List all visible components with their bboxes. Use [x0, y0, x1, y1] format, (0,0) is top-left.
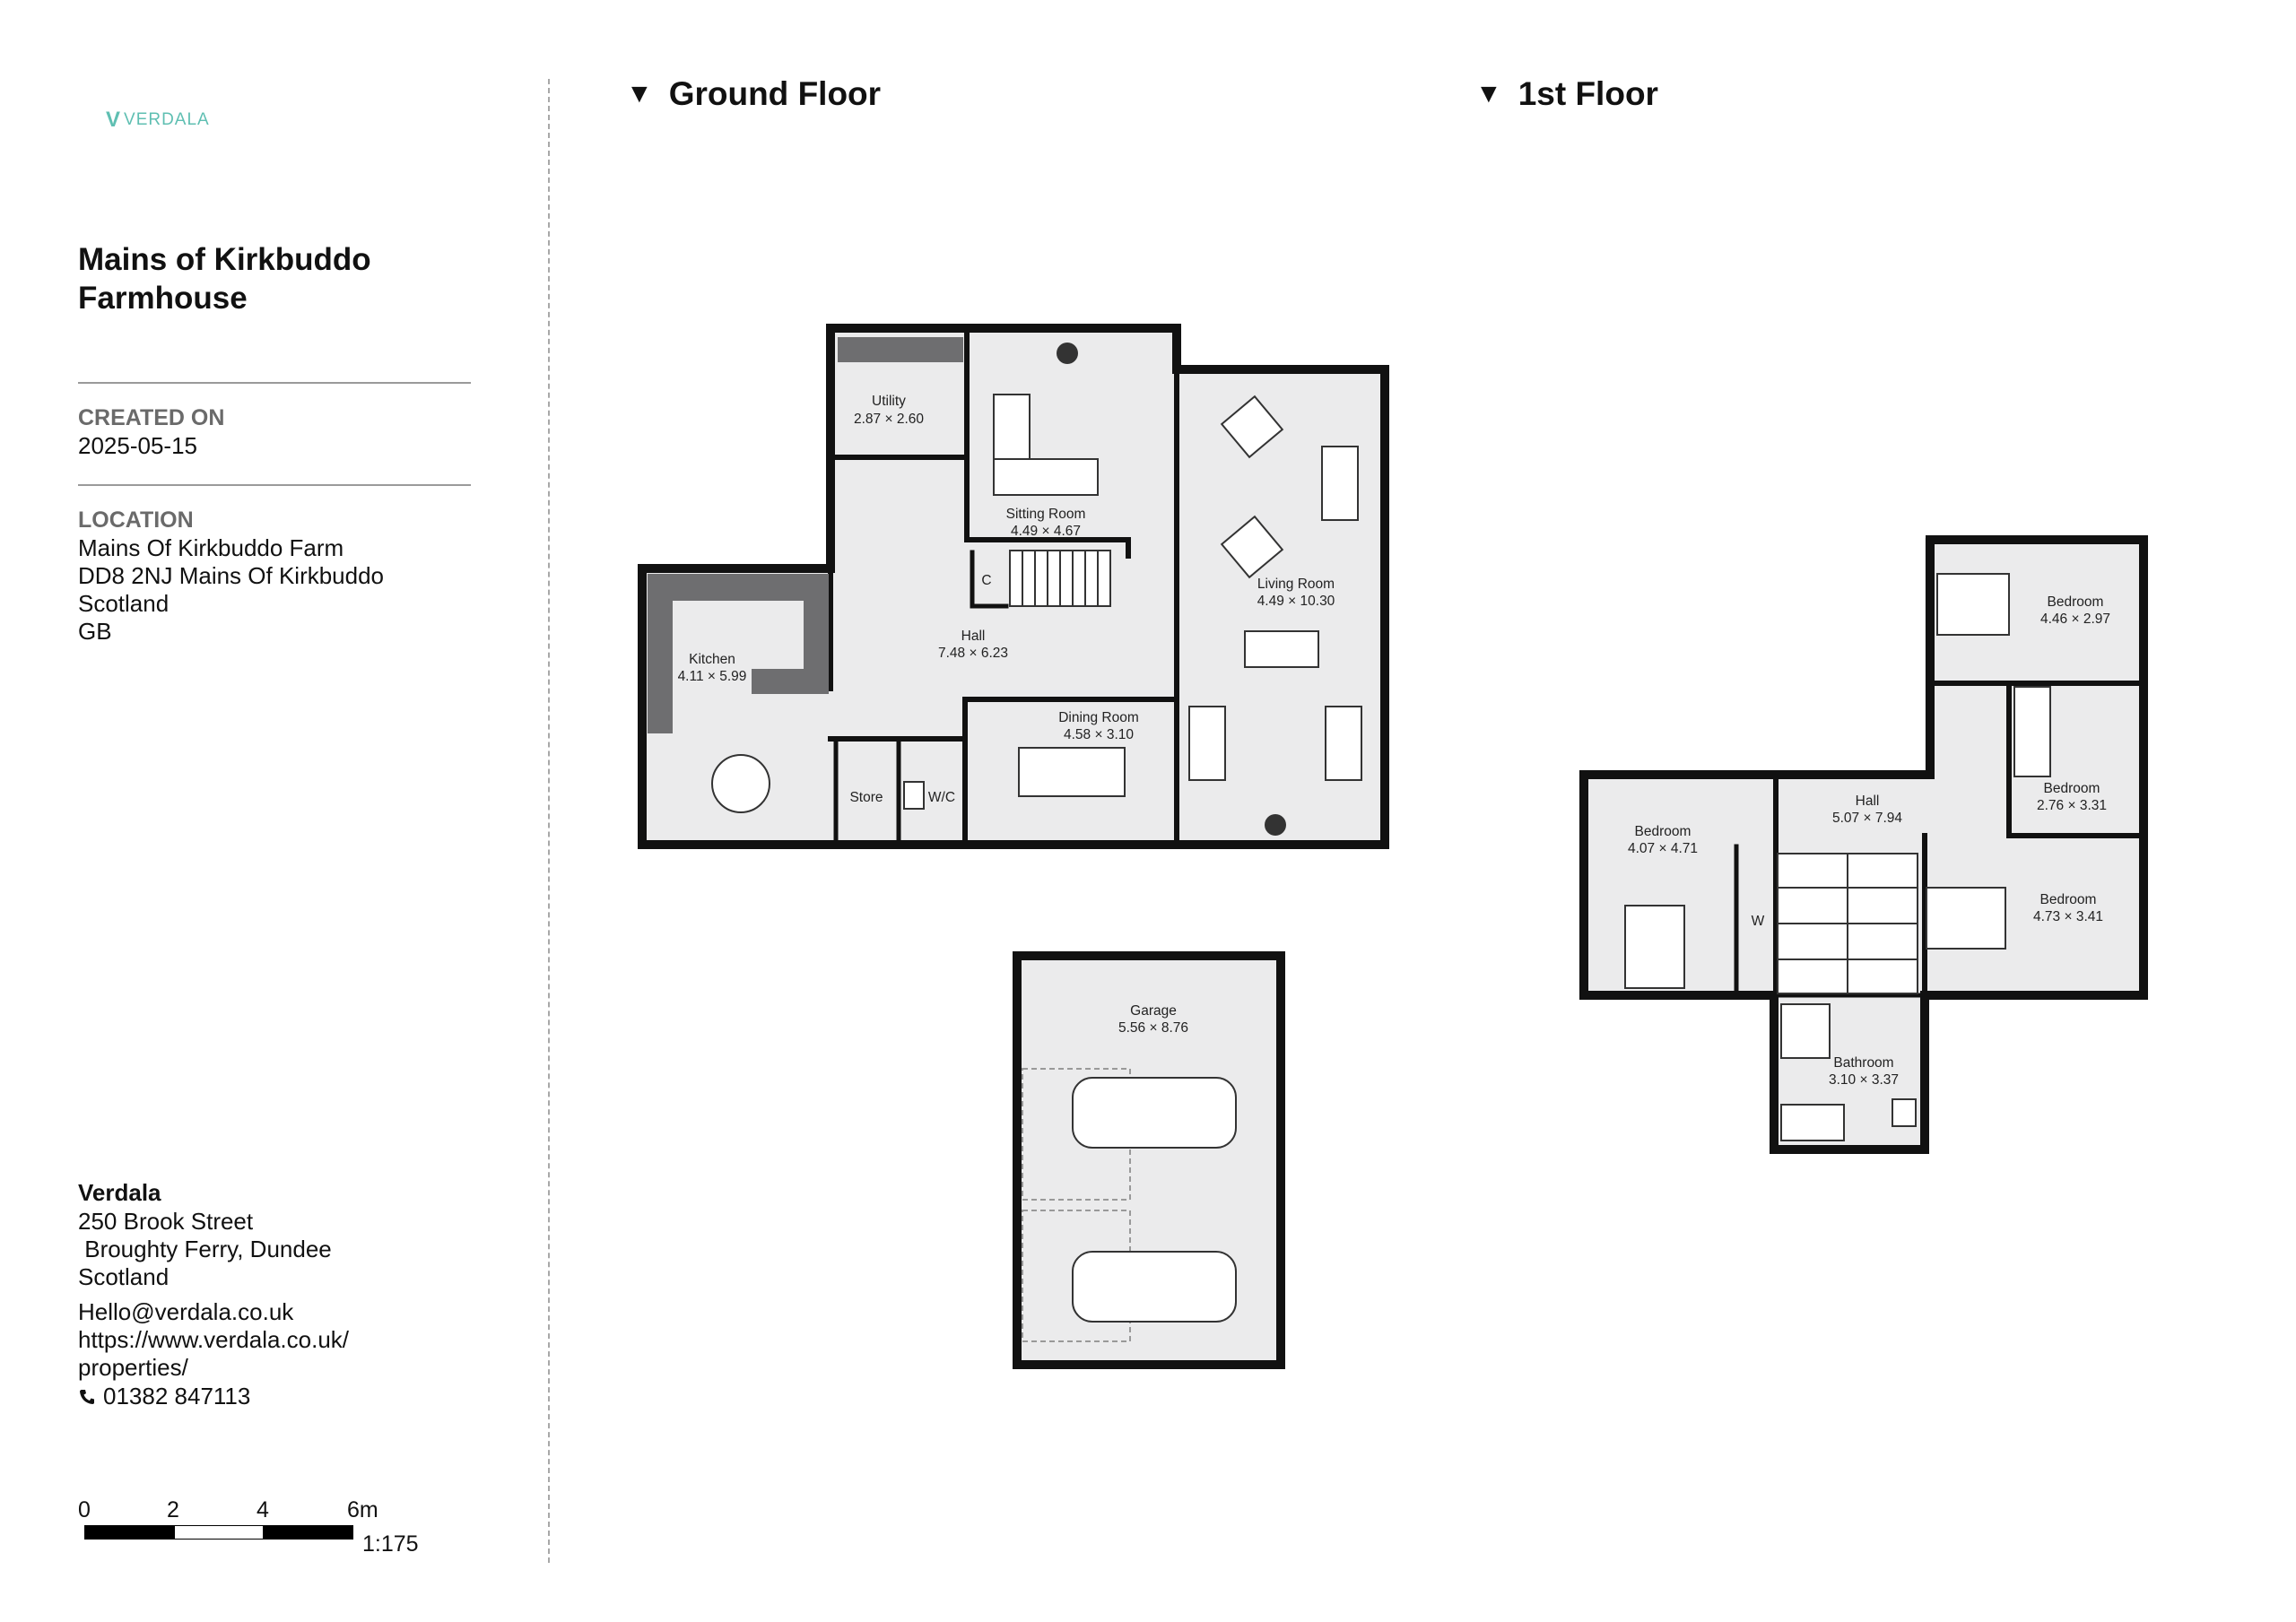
- room-label: W: [1751, 914, 1765, 929]
- ground-floor-title: Ground Floor: [668, 75, 882, 112]
- website-line: properties/: [78, 1354, 188, 1381]
- property-title-line1: Mains of Kirkbuddo: [78, 242, 371, 277]
- first-floor-title: 1st Floor: [1518, 75, 1658, 112]
- created-label: CREATED ON: [78, 405, 225, 430]
- car-icon: [1073, 1252, 1236, 1322]
- location-line: GB: [78, 618, 112, 645]
- created-date: 2025-05-15: [78, 432, 197, 459]
- company-address-line: 250 Brook Street: [78, 1208, 254, 1235]
- room-label: Dining Room: [1058, 710, 1139, 725]
- room-dims: 4.11 × 5.99: [677, 669, 747, 684]
- room-dims: 4.49 × 4.67: [1011, 524, 1081, 539]
- logo-v-icon: V: [106, 108, 121, 132]
- room-label: W/C: [927, 790, 956, 805]
- phone-number: 01382 847113: [103, 1383, 251, 1409]
- room-label: Living Room: [1257, 577, 1335, 592]
- room-label: C: [981, 573, 992, 588]
- room-label: Sitting Room: [1005, 507, 1086, 522]
- room-label: Bedroom: [1634, 824, 1692, 839]
- room-label: Store: [849, 790, 883, 805]
- company-email[interactable]: Hello@verdala.co.uk: [78, 1298, 294, 1325]
- room-dims: 3.10 × 3.37: [1829, 1072, 1899, 1088]
- room-dims: 2.87 × 2.60: [854, 412, 924, 427]
- ground-floor-plan: [642, 328, 1385, 1365]
- scale-tick-label: 0: [78, 1497, 91, 1522]
- room-label: Bedroom: [2043, 781, 2100, 796]
- location-line: Scotland: [78, 590, 170, 617]
- company-name: Verdala: [78, 1179, 161, 1206]
- location-line: DD8 2NJ Mains Of Kirkbuddo: [78, 562, 385, 589]
- company-address-line: Broughty Ferry, Dundee: [78, 1236, 332, 1262]
- room-dims: 4.46 × 2.97: [2040, 612, 2110, 627]
- room-dims: 4.07 × 4.71: [1628, 841, 1698, 856]
- room-label: Hall: [1855, 794, 1880, 809]
- room-dims: 7.48 × 6.23: [938, 646, 1008, 661]
- collapse-triangle-icon: ▼: [1475, 79, 1502, 108]
- room-label: Garage: [1130, 1003, 1177, 1019]
- room-dims: 4.73 × 3.41: [2033, 909, 2103, 924]
- logo-text: VERDALA: [124, 110, 210, 129]
- room-dims: 2.76 × 3.31: [2037, 798, 2107, 813]
- scale-tick-label: 2: [167, 1497, 179, 1522]
- collapse-triangle-icon: ▼: [626, 79, 653, 108]
- location-label: LOCATION: [78, 507, 194, 533]
- first-floor-plan: [1584, 538, 2144, 1149]
- room-dims: 4.58 × 3.10: [1064, 727, 1134, 742]
- room-dims: 4.49 × 10.30: [1257, 594, 1335, 609]
- room-label: Hall: [961, 629, 986, 644]
- room-label: Bathroom: [1833, 1055, 1894, 1071]
- room-dims: 5.07 × 7.94: [1832, 811, 1902, 826]
- property-title-line2: Farmhouse: [78, 281, 248, 316]
- room-label: Kitchen: [689, 652, 735, 667]
- scale-tick-label: 4: [257, 1497, 269, 1522]
- room-dims: 5.56 × 8.76: [1118, 1020, 1188, 1036]
- car-icon: [1073, 1078, 1236, 1148]
- room-label: Bedroom: [2039, 892, 2097, 907]
- website-line: https://www.verdala.co.uk/: [78, 1326, 350, 1353]
- room-label: Utility: [872, 394, 906, 409]
- scale-ratio: 1:175: [362, 1531, 419, 1557]
- location-line: Mains Of Kirkbuddo Farm: [78, 534, 344, 561]
- scale-tick-label: 6m: [347, 1497, 378, 1522]
- company-address-line: Scotland: [78, 1263, 170, 1290]
- room-label: Bedroom: [2047, 594, 2104, 610]
